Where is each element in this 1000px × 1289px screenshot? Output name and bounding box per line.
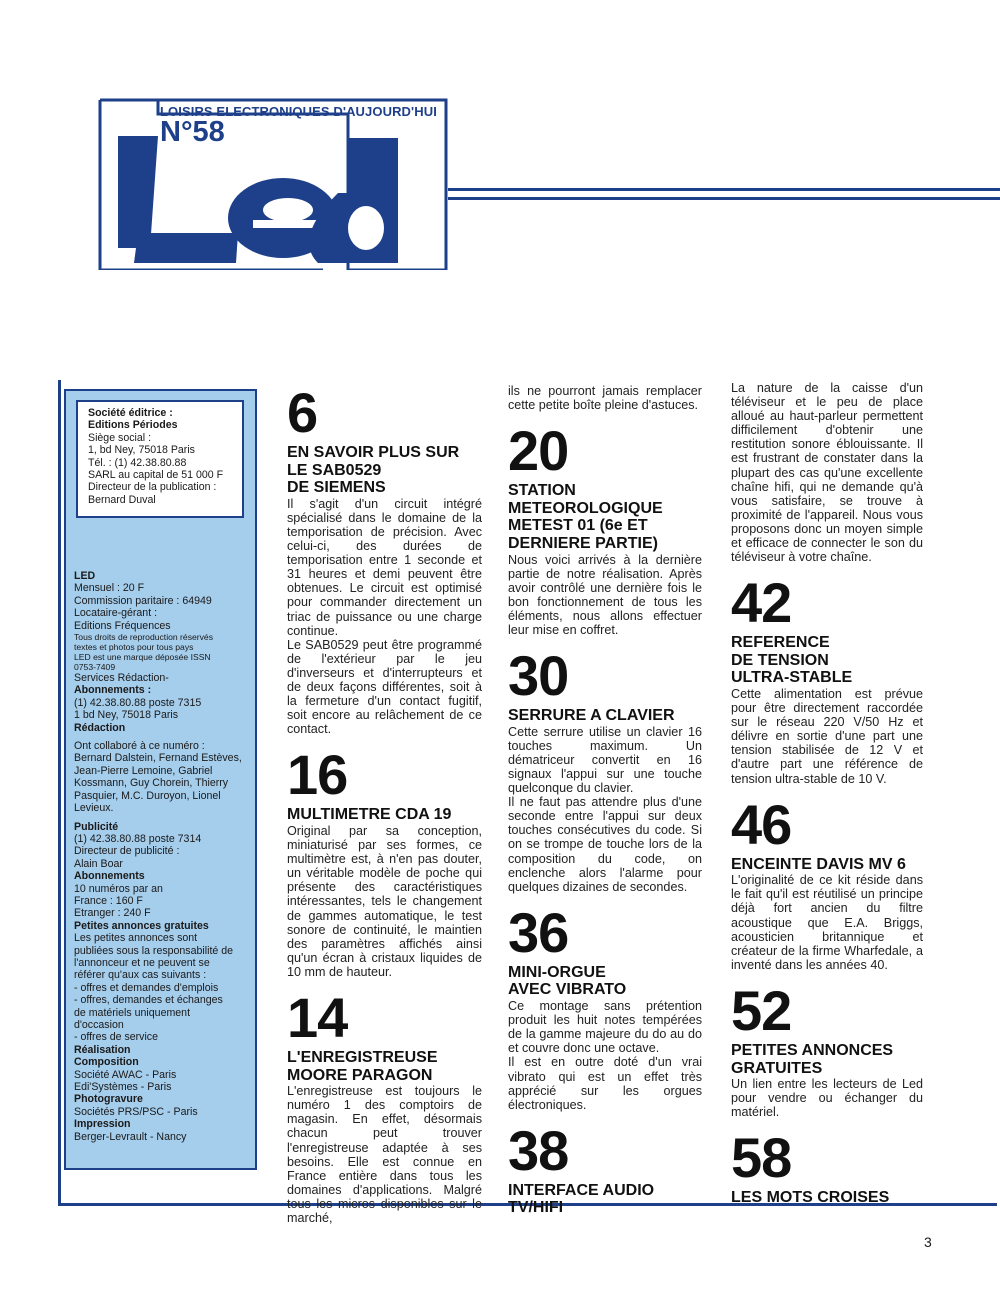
article-number: 42 xyxy=(731,571,792,635)
credit-line: Photogravure xyxy=(74,1093,143,1106)
article-body xyxy=(508,553,702,638)
credit-line: (1) 42.38.80.88 poste 7314 xyxy=(74,832,202,845)
paragraph: Nous voici arrivés à la dernière partie de notre réalisation. Après avoir contrôlé une dernière fois le bon fonctionnement de tous les éléments, nous allons effectuer leur mise en coffret. xyxy=(508,552,702,638)
column-3 xyxy=(731,381,923,1217)
article-number: 6 xyxy=(287,381,318,444)
credit-line: Composition xyxy=(74,1056,139,1069)
title-line: METEST 01 (6e ET xyxy=(508,517,648,535)
credit-line: d'occasion xyxy=(74,1019,124,1031)
title-line: PETITES ANNONCES xyxy=(731,1041,894,1059)
article-title xyxy=(508,482,702,552)
credit-line: Société AWAC - Paris xyxy=(74,1068,177,1081)
article-body xyxy=(287,1084,482,1225)
article-title xyxy=(508,964,702,999)
article-body xyxy=(508,725,702,894)
title-line: AVEC VIBRATO xyxy=(508,981,627,999)
article-number: 30 xyxy=(508,644,569,708)
credit-line: (1) 42.38.80.88 poste 7315 xyxy=(74,696,202,709)
title-line: EN SAVOIR PLUS SUR xyxy=(287,444,460,461)
article-number: 52 xyxy=(731,978,792,1042)
credit-line: Locataire-gérant : xyxy=(74,607,158,620)
article-number: 20 xyxy=(508,419,569,483)
title-line: DERNIERE PARTIE) xyxy=(508,534,658,552)
credit-line: Ont collaboré à ce numéro : xyxy=(74,740,205,753)
paragraph: Cette serrure utilise un clavier 16 touches maximum. Un dématriceur convertit en 16 signaux l'appui sur une touche quelconque du clavier. xyxy=(508,724,702,796)
paragraph: La nature de la caisse d'un téléviseur et le peu de place alloué au haut-parleur permettent difficilement d'obtenir une restitution sonore éblouissante. Il est frustrant de constater dans la plupart des cas qu'une excellente chaîne hifi, qui ne demande qu'à vous satisfaire, se trouve à proximité de l'appareil. Nous vous proposons donc un moyen simple et efficace de connecter le son du téléviseur à votre chaîne. xyxy=(731,381,923,565)
publisher-line: Société éditrice : xyxy=(88,407,173,419)
credit-line: Sociétés PRS/PSC - Paris xyxy=(74,1105,198,1118)
credit-line: 10 numéros par an xyxy=(74,882,163,895)
credit-line: Berger-Levrault - Nancy xyxy=(74,1130,187,1143)
article-46 xyxy=(731,792,923,972)
article-title xyxy=(287,1049,482,1084)
article-number: 38 xyxy=(508,1118,569,1182)
article-30 xyxy=(508,644,702,894)
paragraph: ils ne pourront jamais remplacer cette petite boîte pleine d'astuces. xyxy=(508,384,702,413)
publisher-box xyxy=(76,400,244,518)
title-line: STATION xyxy=(508,482,576,500)
paragraph: Un lien entre les lecteurs de Led pour vendre ou échanger du matériel. xyxy=(731,1077,923,1120)
credit-line: Alain Boar xyxy=(74,857,123,870)
credit-line: Kossmann, Guy Chorein, Thierry xyxy=(74,777,229,790)
page-number: 3 xyxy=(924,1234,932,1250)
article-title xyxy=(508,707,702,725)
paragraph: Cette alimentation est prévue pour être directement raccordée sur le réseau 220 V/50 Hz et délivre en sortie d'une part une tension stabilisée de 12 V et d'autre part une référence de tension ultra-stable de 10 V. xyxy=(731,687,923,786)
article-38 xyxy=(508,1118,702,1217)
title-line: L'ENREGISTREUSE xyxy=(287,1049,438,1066)
article-title xyxy=(731,1042,923,1077)
publisher-line: SARL au capital de 51 000 F xyxy=(88,469,224,482)
credit-line: publiées sous la responsabilité de xyxy=(74,944,234,957)
credit-line: Impression xyxy=(74,1118,131,1131)
article-body xyxy=(731,687,923,786)
title-line: MULTIMETRE CDA 19 xyxy=(287,806,452,824)
credit-line: Petites annonces gratuites xyxy=(74,919,209,932)
credit-line: Bernard Dalstein, Fernand Estèves, xyxy=(74,752,242,765)
credit-line: l'annonceur et ne peuvent se xyxy=(74,956,210,969)
article-title xyxy=(731,634,923,687)
paragraph: Il est en outre doté d'un vrai vibrato qui est un effet très apprécié sur les orgues électroniques. xyxy=(508,1055,702,1112)
credit-line: Les petites annonces sont xyxy=(74,932,198,945)
article-title xyxy=(287,806,482,824)
article-42 xyxy=(731,571,923,786)
article-body xyxy=(731,873,923,972)
masthead-tagline: LOISIRS ELECTRONIQUES D'AUJOURD'HUI xyxy=(160,104,437,119)
column-1 xyxy=(287,381,482,1235)
article-58 xyxy=(731,1126,923,1207)
article-number: 58 xyxy=(731,1126,792,1190)
credit-line: Tous droits de reproduction réservés xyxy=(74,632,214,643)
paragraph: Il s'agit d'un circuit intégré spécialisé dans le domaine de la temporisation de précision. Avec celui-ci, des durées de temporisation entre 1 seconde et 31 heures et demi peuvent être obtenues. Le circuit est optimisé pour commander directement un triac de puissance ou une charge continue. xyxy=(287,496,482,638)
paragraph: L'originalité de ce kit réside dans le fait qu'il est réutilisé un principe déjà fort ancien du filtre acoustique que E.A. Briggs, acousticien britannique et créateur de la firme Wharfedale, a inventé dans les années 40. xyxy=(731,873,923,972)
publisher-line: Editions Périodes xyxy=(88,419,178,432)
title-line: LES MOTS CROISES xyxy=(731,1189,890,1207)
article-number: 46 xyxy=(731,792,792,856)
issue-number: N°58 xyxy=(160,116,225,148)
publisher-line: Tél. : (1) 42.38.80.88 xyxy=(88,456,187,469)
credit-line: Commission paritaire : 64949 xyxy=(74,594,212,607)
credit-line: Réalisation xyxy=(74,1043,131,1056)
credit-line: de matériels uniquement xyxy=(74,1006,191,1019)
title-line: MINI-ORGUE xyxy=(508,963,606,981)
article-body xyxy=(287,824,482,979)
title-line: ENCEINTE DAVIS MV 6 xyxy=(731,855,906,873)
credit-line: 1 bd Ney, 75018 Paris xyxy=(74,709,179,722)
article-title xyxy=(508,1182,702,1217)
header-rule-top xyxy=(448,188,1000,191)
publisher-line: Siège social : xyxy=(88,431,152,444)
header-rule-bottom xyxy=(448,197,1000,200)
paragraph: Ce montage sans prétention produit les huit notes tempérées de la gamme majeure du do au do et couvre donc une octave. xyxy=(508,999,702,1056)
title-line: INTERFACE AUDIO xyxy=(508,1181,655,1199)
title-line: REFERENCE xyxy=(731,634,830,652)
credit-line: référer qu'aux cas suivants : xyxy=(74,969,207,982)
publisher-line: Bernard Duval xyxy=(88,493,156,506)
credit-line: Mensuel : 20 F xyxy=(74,582,145,595)
credit-line: LED est une marque déposée ISSN xyxy=(74,652,211,663)
article-6 xyxy=(287,381,482,737)
article-14 xyxy=(287,986,482,1226)
article-title xyxy=(287,444,482,497)
article-body xyxy=(508,384,702,412)
column-2 xyxy=(508,384,702,1227)
credit-line: Directeur de publicité : xyxy=(74,845,180,858)
credit-line: Etranger : 240 F xyxy=(74,907,151,920)
credit-line: Pasquier, M.C. Duroyon, Lionel xyxy=(74,789,221,802)
credit-line: - offres et demandes d'emplois xyxy=(74,981,219,994)
title-line: ULTRA-STABLE xyxy=(731,669,853,687)
credit-line: Abonnements : xyxy=(74,684,152,697)
article-number: 36 xyxy=(508,900,569,964)
credit-line: - offres, demandes et échanges xyxy=(74,994,223,1007)
article-52 xyxy=(731,978,923,1120)
article-number: 14 xyxy=(287,986,348,1049)
article-16 xyxy=(287,743,482,979)
title-line: DE TENSION xyxy=(731,651,829,669)
credit-line: Edi'Systèmes - Paris xyxy=(74,1081,172,1094)
paragraph: L'enregistreuse est toujours le numéro 1 des comptoirs de magasin. En effet, désormais chacun peut trouver l'enregistreuse adaptée à ses besoins. Elle est connue en France entière dans tous les domaines d'applications. Malgré tous les micros disponibles sur le marché, xyxy=(287,1084,482,1226)
credit-line: Rédaction xyxy=(74,721,126,734)
title-line: TV/HIFI xyxy=(508,1199,564,1217)
article-title xyxy=(731,1189,923,1207)
paragraph: Le SAB0529 peut être programmé de l'extérieur par le jeu d'inverseurs et d'interrupteurs et de deux façons différentes, soit à la fermeture d'un contact fugitif, soit encore au relâchement de ce contact. xyxy=(287,637,482,737)
publisher-line: 1, bd Ney, 75018 Paris xyxy=(88,444,195,457)
title-line: SERRURE A CLAVIER xyxy=(508,707,675,725)
article-body xyxy=(731,1077,923,1119)
paragraph: Original par sa conception, miniaturisé par ses formes, ce multimètre est, à n'en pas douter, un véritable modèle de poche qui présente des caractéristiques intéressantes, tels le changement de gammes automatique, le test sonore de continuité, le maintien des paramètres affichés ainsi qu'un écran à cristaux liquides de 10 mm de hauteur. xyxy=(287,823,482,979)
credit-line: Publicité xyxy=(74,820,119,833)
led-logo xyxy=(98,98,448,270)
credit-line: - offres de service xyxy=(74,1031,158,1044)
article-body xyxy=(287,497,482,737)
article-number: 16 xyxy=(287,743,348,807)
sidebar-credits xyxy=(74,570,256,1143)
article-36 xyxy=(508,900,702,1112)
credit-line: France : 160 F xyxy=(74,894,143,907)
credit-line: Abonnements xyxy=(74,870,145,883)
article-body xyxy=(731,381,923,564)
credit-line: LED xyxy=(74,570,96,582)
title-line: METEOROLOGIQUE xyxy=(508,499,663,517)
article-cont xyxy=(731,381,923,564)
credit-line: Services Rédaction- xyxy=(74,672,169,685)
publisher-line: Directeur de la publication : xyxy=(88,481,217,494)
credit-line: textes et photos pour tous pays xyxy=(74,642,194,653)
article-20 xyxy=(508,419,702,638)
article-title xyxy=(731,856,923,874)
article-body xyxy=(508,999,702,1112)
paragraph: Il ne faut pas attendre plus d'une seconde entre l'appui sur deux touches consécutives du code. Si on se trompe de touche lors de la composition du code, on enclenche alors l'alarme pour quelques dizaines de secondes. xyxy=(508,795,702,894)
credit-line: Levieux. xyxy=(74,802,114,815)
credit-line: Editions Fréquences xyxy=(74,619,171,632)
article-cont xyxy=(508,384,702,412)
title-line: DE SIEMENS xyxy=(287,479,386,497)
title-line: GRATUITES xyxy=(731,1059,823,1077)
credit-line: Jean-Pierre Lemoine, Gabriel xyxy=(74,764,213,777)
credit-line: 0753-7409 xyxy=(74,662,116,673)
title-line: MOORE PARAGON xyxy=(287,1066,433,1084)
title-line: LE SAB0529 xyxy=(287,461,382,479)
